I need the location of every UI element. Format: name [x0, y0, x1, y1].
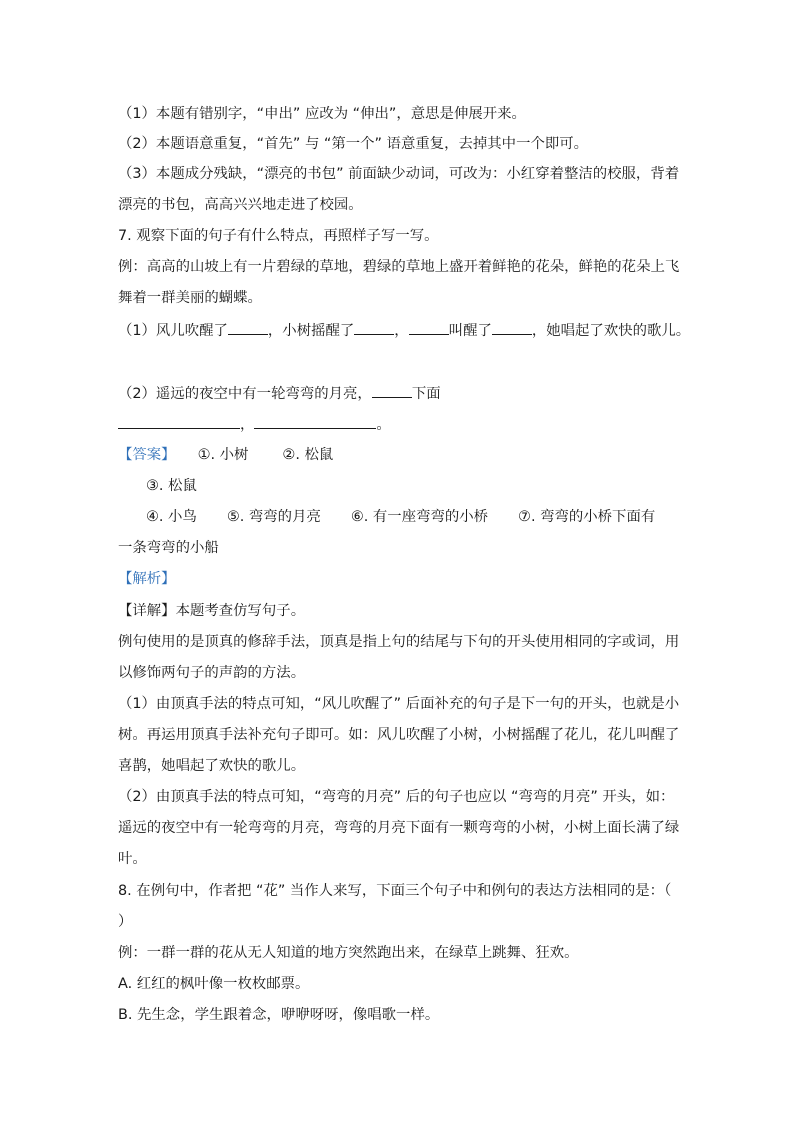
answer-5: ⑤. 弯弯的月亮 — [226, 509, 321, 525]
answer-line-6-2: （2）本题语意重复，“首先” 与 “第一个” 语意重复，去掉其中一个即可。 — [118, 136, 589, 152]
answer-6: ⑥. 有一座弯弯的小桥 — [350, 509, 489, 525]
analysis-line-5: 树。再运用顶真手法补充句子即可。如：风儿吹醒了小树，小树摇醒了花儿，花儿叫醒了 — [118, 727, 680, 743]
item-1-text-b: ，小树摇醒了 — [267, 323, 355, 339]
item-2-text-d: 。 — [376, 417, 391, 433]
fill-blank-2 — [354, 320, 394, 335]
analysis-line-1: 【详解】本题考查仿写句子。 — [118, 603, 306, 619]
answer-line-6-3-cont: 漂亮的书包，高高兴兴地走进了校园。 — [118, 197, 363, 213]
answer-4: ④. 小鸟 — [146, 509, 197, 525]
answer-line-6-3: （3）本题成分残缺，“漂亮的书包” 前面缺少动词，可改为：小红穿着整洁的校服，背着 — [118, 166, 680, 182]
fill-blank-4 — [492, 320, 532, 335]
answer-3: ③. 松鼠 — [146, 478, 197, 494]
item-2-text-c: ， — [240, 417, 255, 433]
analysis-line-3: 以修饰两句子的声韵的方法。 — [118, 665, 306, 681]
answer-line-6-1: （1）本题有错别字，“申出” 应改为 “伸出”，意思是伸展开来。 — [118, 106, 526, 122]
question-7-example: 例：高高的山坡上有一片碧绿的草地，碧绿的草地上盛开着鲜艳的花朵，鲜艳的花朵上飞 — [118, 259, 680, 275]
analysis-tag: 【解析】 — [118, 571, 176, 587]
analysis-line-9: 叶。 — [118, 851, 147, 867]
fill-blank-1 — [228, 320, 268, 335]
analysis-line-6: 喜鹊，她唱起了欢快的歌儿。 — [118, 758, 306, 774]
analysis-line-4: （1）由顶真手法的特点可知，“风儿吹醒了” 后面补充的句子是下一句的开头，也就是小 — [118, 696, 680, 712]
analysis-line-7: （2）由顶真手法的特点可知，“弯弯的月亮” 后的句子也应以 “弯弯的月亮” 开头，如： — [118, 789, 675, 805]
question-8-option-b: B. 先生念，学生跟着念，咿咿呀呀，像唱歌一样。 — [118, 1007, 440, 1023]
question-7-item-2-cont — [118, 414, 391, 435]
question-8-example: 例：一群一群的花从无人知道的地方突然跑出来，在绿草上跳舞、狂欢。 — [118, 945, 579, 961]
item-1-text-c: ， — [394, 323, 409, 339]
question-8-option-a: A. 红红的枫叶像一枚枚邮票。 — [118, 976, 310, 992]
question-7-title: 7. 观察下面的句子有什么特点，再照样子写一写。 — [118, 228, 439, 244]
fill-blank-5 — [372, 383, 412, 398]
analysis-line-2: 例句使用的是顶真的修辞手法，顶真是指上句的结尾与下句的开头使用相同的字或词，用 — [118, 634, 680, 650]
answer-tag: 【答案】 — [118, 447, 176, 463]
question-7-item-2 — [118, 383, 441, 404]
question-7-item-1 — [118, 320, 690, 341]
question-8-paren: ） — [118, 914, 133, 930]
item-1-text-a: （1）风儿吹醒了 — [118, 323, 228, 339]
answer-row-3 — [146, 507, 655, 527]
item-1-text-e: ，她唱起了欢快的歌儿。 — [531, 323, 691, 339]
answer-row-1 — [118, 445, 333, 465]
answer-2: ②. 松鼠 — [282, 447, 334, 463]
item-2-text-b: 下面 — [411, 386, 441, 402]
question-8-title: 8. 在例句中，作者把 “花” 当作人来写，下面三个句子中和例句的表达方法相同的是：（ — [118, 883, 672, 899]
question-7-example-cont: 舞着一群美丽的蝴蝶。 — [118, 290, 262, 306]
fill-blank-7 — [254, 414, 376, 429]
answer-1: ①. 小树 — [197, 447, 249, 463]
answer-row-2 — [146, 476, 197, 496]
item-2-text-a: （2）遥远的夜空中有一轮弯弯的月亮， — [118, 386, 372, 402]
fill-blank-6 — [118, 414, 240, 429]
fill-blank-3 — [409, 320, 449, 335]
answer-7: ⑦. 弯弯的小桥下面有 — [518, 509, 656, 525]
analysis-line-8: 遥远的夜空中有一轮弯弯的月亮，弯弯的月亮下面有一颗弯弯的小树，小树上面长满了绿 — [118, 820, 680, 836]
answer-row-4: 一条弯弯的小船 — [118, 540, 219, 556]
item-1-text-d: 叫醒了 — [448, 323, 492, 339]
